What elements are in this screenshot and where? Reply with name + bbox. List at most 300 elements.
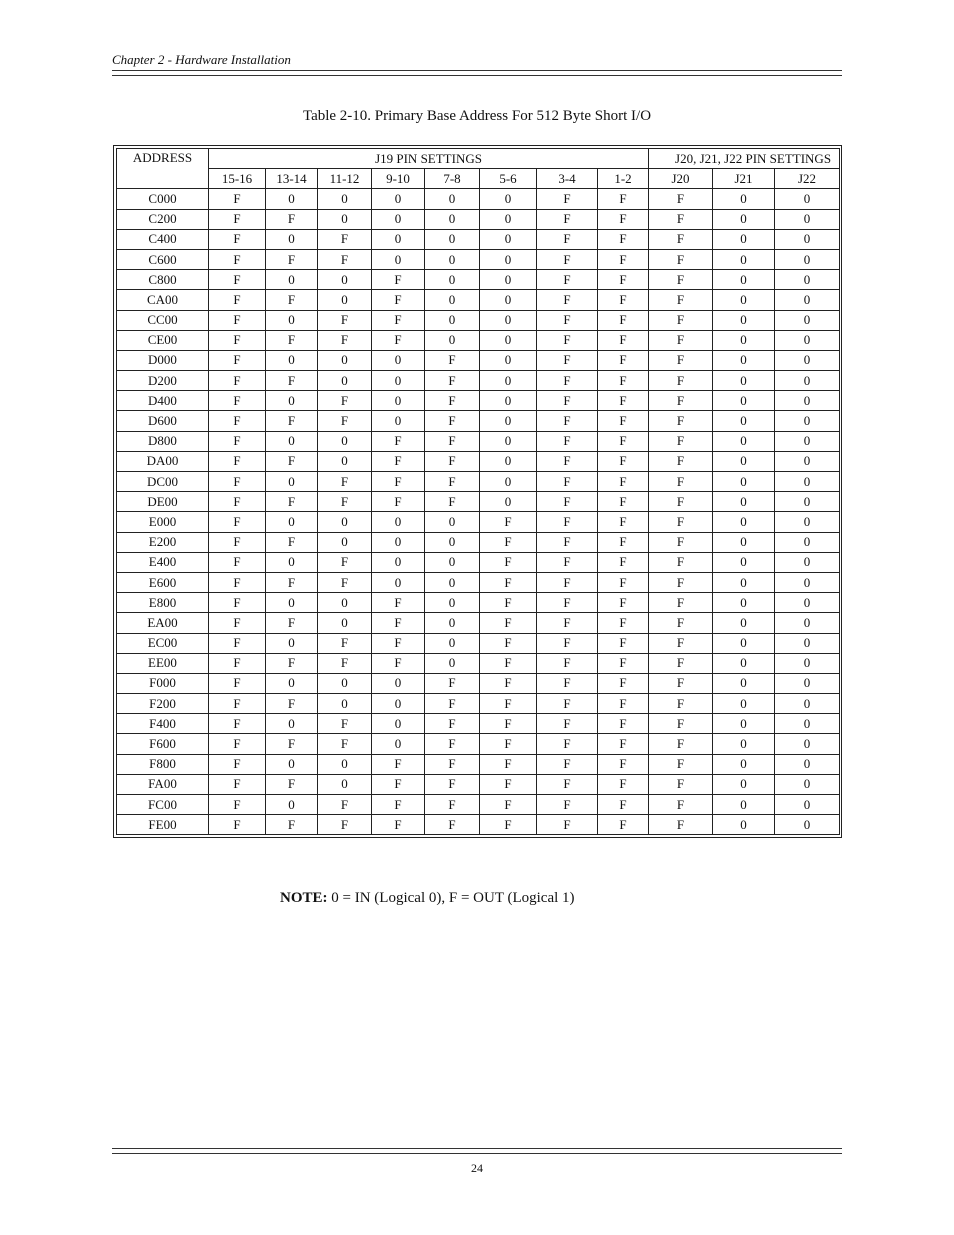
address-cell: EE00 [117, 653, 209, 673]
pin-setting-cell: F [537, 189, 598, 209]
pin-setting-cell: 0 [425, 572, 480, 592]
table-row [117, 512, 840, 532]
pin-setting-cell: 0 [775, 290, 840, 310]
pin-setting-cell: F [480, 714, 537, 734]
pin-setting-cell: F [425, 754, 480, 774]
pin-setting-cell: F [480, 633, 537, 653]
table-row [117, 815, 840, 835]
table-row [117, 714, 840, 734]
pin-setting-cell: F [209, 492, 266, 512]
pin-setting-cell: 0 [775, 431, 840, 451]
pin-setting-cell: F [649, 653, 713, 673]
pin-setting-cell: F [209, 552, 266, 572]
pin-setting-cell: 0 [480, 472, 537, 492]
address-cell: E000 [117, 512, 209, 532]
pin-setting-cell: F [266, 451, 318, 471]
pin-setting-cell: 0 [266, 229, 318, 249]
pin-setting-cell: F [425, 795, 480, 815]
pin-setting-cell: 0 [480, 270, 537, 290]
pin-setting-cell: F [266, 209, 318, 229]
table-row [117, 431, 840, 451]
pin-setting-cell: F [372, 795, 425, 815]
pin-setting-cell: 0 [266, 633, 318, 653]
table-row [117, 613, 840, 633]
pin-setting-cell: 0 [372, 714, 425, 734]
table-row [117, 391, 840, 411]
pin-setting-cell: 0 [318, 774, 372, 794]
pin-setting-cell: F [209, 795, 266, 815]
pin-setting-cell: F [537, 249, 598, 269]
pin-setting-cell: 0 [775, 532, 840, 552]
pin-setting-cell: 0 [318, 532, 372, 552]
pin-setting-cell: F [598, 512, 649, 532]
address-cell: F400 [117, 714, 209, 734]
pin-setting-cell: F [266, 249, 318, 269]
pin-setting-cell: 0 [318, 673, 372, 693]
pin-setting-cell: F [598, 774, 649, 794]
pin-setting-cell: 0 [713, 189, 775, 209]
pin-setting-cell: F [209, 673, 266, 693]
column-header: 15-16 [209, 169, 266, 189]
pin-setting-cell: 0 [775, 552, 840, 572]
pin-setting-cell: 0 [775, 330, 840, 350]
pin-setting-cell: 0 [318, 754, 372, 774]
table-row [117, 350, 840, 370]
pin-setting-cell: F [649, 431, 713, 451]
pin-setting-cell: 0 [372, 249, 425, 269]
address-cell: CC00 [117, 310, 209, 330]
pin-setting-cell: 0 [713, 391, 775, 411]
pin-setting-cell: F [480, 552, 537, 572]
pin-setting-cell: F [480, 512, 537, 532]
pin-setting-cell: F [598, 249, 649, 269]
pin-setting-cell: F [649, 270, 713, 290]
table-row [117, 593, 840, 613]
column-header: 9-10 [372, 169, 425, 189]
pin-setting-cell: F [649, 512, 713, 532]
pin-setting-cell: F [209, 209, 266, 229]
pin-setting-cell: F [209, 189, 266, 209]
pin-setting-cell: F [209, 653, 266, 673]
pin-setting-cell: 0 [775, 694, 840, 714]
pin-setting-cell: F [598, 673, 649, 693]
pin-setting-cell: F [318, 714, 372, 734]
pin-setting-cell: F [598, 270, 649, 290]
pin-setting-cell: F [649, 472, 713, 492]
pin-setting-cell: F [266, 290, 318, 310]
note-label: NOTE: [280, 890, 328, 906]
pin-setting-cell: F [598, 209, 649, 229]
pin-setting-cell: F [209, 411, 266, 431]
pin-setting-cell: F [209, 512, 266, 532]
pin-setting-cell: F [649, 815, 713, 835]
pin-setting-cell: F [649, 310, 713, 330]
pin-setting-cell: 0 [713, 350, 775, 370]
pin-setting-cell: F [266, 330, 318, 350]
pin-setting-cell: 0 [775, 229, 840, 249]
pin-setting-cell: 0 [480, 431, 537, 451]
pin-setting-cell: 0 [372, 532, 425, 552]
pin-setting-cell: F [598, 613, 649, 633]
pin-setting-cell: F [537, 411, 598, 431]
pin-setting-cell: F [372, 754, 425, 774]
pin-setting-cell: F [425, 350, 480, 370]
column-header: 13-14 [266, 169, 318, 189]
pin-setting-cell: F [480, 532, 537, 552]
pin-setting-cell: 0 [775, 512, 840, 532]
pin-setting-cell: 0 [713, 694, 775, 714]
pin-setting-cell: F [598, 350, 649, 370]
running-header: Chapter 2 - Hardware Installation [112, 52, 291, 67]
pin-setting-cell: 0 [775, 310, 840, 330]
pin-setting-cell: 0 [775, 492, 840, 512]
pin-setting-cell: 0 [266, 593, 318, 613]
pin-setting-cell: F [598, 492, 649, 512]
pin-setting-cell: F [318, 633, 372, 653]
address-cell: C200 [117, 209, 209, 229]
pin-setting-cell: F [649, 613, 713, 633]
pin-setting-cell: F [537, 572, 598, 592]
pin-setting-cell: F [537, 492, 598, 512]
pin-setting-cell: 0 [713, 815, 775, 835]
address-cell: C600 [117, 249, 209, 269]
pin-setting-cell: 0 [318, 371, 372, 391]
table-row [117, 270, 840, 290]
pin-setting-cell: F [266, 613, 318, 633]
pin-setting-cell: F [209, 734, 266, 754]
pin-setting-cell: 0 [372, 371, 425, 391]
pin-setting-cell: F [425, 431, 480, 451]
pin-setting-cell: 0 [713, 532, 775, 552]
pin-setting-cell: F [209, 350, 266, 370]
pin-setting-cell: F [480, 815, 537, 835]
pin-setting-cell: F [318, 310, 372, 330]
pin-setting-cell: 0 [266, 189, 318, 209]
pin-setting-cell: 0 [775, 209, 840, 229]
pin-setting-cell: F [425, 451, 480, 471]
pin-setting-cell: 0 [713, 653, 775, 673]
pin-setting-cell: F [598, 229, 649, 249]
table-row [117, 653, 840, 673]
pin-setting-cell: F [209, 815, 266, 835]
pin-setting-cell: F [266, 734, 318, 754]
pin-setting-cell: F [537, 451, 598, 471]
pin-setting-cell: 0 [318, 593, 372, 613]
pin-setting-cell: F [598, 552, 649, 572]
pin-setting-cell: F [372, 492, 425, 512]
pin-setting-cell: 0 [425, 552, 480, 572]
pin-setting-cell: F [598, 371, 649, 391]
pin-setting-cell: 0 [713, 371, 775, 391]
table-frame [113, 145, 842, 838]
pin-setting-cell: 0 [480, 229, 537, 249]
pin-setting-cell: 0 [713, 714, 775, 734]
pin-setting-cell: 0 [775, 714, 840, 734]
pin-setting-cell: F [649, 249, 713, 269]
pin-setting-cell: 0 [480, 371, 537, 391]
pin-setting-cell: F [649, 330, 713, 350]
pin-setting-cell: F [598, 795, 649, 815]
pin-setting-cell: 0 [713, 552, 775, 572]
address-cell: F000 [117, 673, 209, 693]
pin-setting-cell: F [598, 189, 649, 209]
address-cell: E200 [117, 532, 209, 552]
address-cell: E600 [117, 572, 209, 592]
pin-setting-cell: 0 [480, 310, 537, 330]
pin-setting-cell: 0 [372, 229, 425, 249]
table-row [117, 189, 840, 209]
pin-setting-cell: 0 [775, 593, 840, 613]
pin-setting-cell: F [649, 391, 713, 411]
address-cell: DC00 [117, 472, 209, 492]
pin-setting-cell: F [209, 572, 266, 592]
pin-setting-cell: 0 [318, 431, 372, 451]
address-cell: C000 [117, 189, 209, 209]
address-cell: FE00 [117, 815, 209, 835]
pin-setting-cell: 0 [713, 673, 775, 693]
j19-group-header: J19 PIN SETTINGS [209, 149, 649, 169]
pin-setting-cell: 0 [713, 512, 775, 532]
pin-setting-cell: F [209, 774, 266, 794]
pin-setting-cell: F [318, 795, 372, 815]
pin-setting-cell: 0 [713, 593, 775, 613]
pin-setting-cell: F [537, 754, 598, 774]
note [280, 890, 575, 907]
pin-setting-cell: F [649, 371, 713, 391]
pin-setting-cell: F [598, 431, 649, 451]
pin-setting-cell: F [209, 633, 266, 653]
pin-setting-cell: 0 [318, 209, 372, 229]
table-row [117, 310, 840, 330]
pin-setting-cell: 0 [372, 694, 425, 714]
pin-setting-cell: 0 [775, 350, 840, 370]
pin-setting-cell: F [537, 774, 598, 794]
pin-setting-cell: 0 [318, 270, 372, 290]
pin-setting-cell: 0 [480, 350, 537, 370]
column-header: 5-6 [480, 169, 537, 189]
pin-setting-cell: F [266, 653, 318, 673]
pin-setting-cell: 0 [425, 229, 480, 249]
pin-setting-cell: F [598, 734, 649, 754]
pin-setting-cell: 0 [775, 472, 840, 492]
pin-setting-cell: F [266, 774, 318, 794]
pin-setting-cell: F [598, 310, 649, 330]
pin-setting-cell: 0 [480, 411, 537, 431]
pin-setting-cell: F [372, 431, 425, 451]
table-row [117, 774, 840, 794]
pin-setting-cell: F [372, 310, 425, 330]
pin-setting-cell: 0 [266, 673, 318, 693]
pin-setting-cell: F [598, 815, 649, 835]
table-row [117, 572, 840, 592]
pin-setting-cell: 0 [425, 330, 480, 350]
pin-setting-cell: F [425, 673, 480, 693]
footer-rule-bottom [112, 1153, 842, 1154]
pin-setting-cell: 0 [318, 350, 372, 370]
pin-setting-cell: F [537, 714, 598, 734]
pin-setting-cell: F [372, 270, 425, 290]
pin-setting-cell: 0 [713, 270, 775, 290]
pin-setting-cell: 0 [480, 249, 537, 269]
pin-setting-cell: 0 [713, 310, 775, 330]
pin-setting-cell: F [537, 734, 598, 754]
pin-setting-cell: F [425, 694, 480, 714]
pin-setting-cell: F [649, 633, 713, 653]
pin-setting-cell: F [598, 330, 649, 350]
column-header: J21 [713, 169, 775, 189]
pin-setting-cell: F [425, 472, 480, 492]
pin-setting-cell: F [425, 734, 480, 754]
table-body [117, 189, 840, 835]
pin-setting-cell: F [209, 613, 266, 633]
table-row [117, 754, 840, 774]
pin-setting-cell: F [537, 310, 598, 330]
pin-setting-cell: 0 [480, 492, 537, 512]
pin-setting-cell: F [425, 371, 480, 391]
pin-setting-cell: 0 [775, 633, 840, 653]
header-rule-bottom [112, 75, 842, 76]
pin-setting-cell: 0 [713, 451, 775, 471]
pin-setting-cell: F [318, 815, 372, 835]
pin-setting-cell: F [598, 714, 649, 734]
pin-setting-cell: F [209, 472, 266, 492]
pin-setting-cell: 0 [425, 290, 480, 310]
pin-setting-cell: 0 [775, 371, 840, 391]
j20-j22-group-header: J20, J21, J22 PIN SETTINGS [649, 149, 840, 169]
pin-setting-cell: F [537, 350, 598, 370]
pin-setting-cell: 0 [318, 451, 372, 471]
pin-setting-cell: F [598, 572, 649, 592]
table-caption: Table 2-10. Primary Base Address For 512 Byte Short I/O [302, 108, 652, 124]
pin-setting-cell: 0 [266, 431, 318, 451]
pin-setting-cell: F [425, 391, 480, 411]
column-header: 3-4 [537, 169, 598, 189]
pin-setting-cell: F [372, 593, 425, 613]
pin-setting-cell: F [598, 391, 649, 411]
pin-setting-cell: F [480, 593, 537, 613]
pin-setting-cell: F [209, 754, 266, 774]
note-text: 0 = IN (Logical 0), F = OUT (Logical 1) [327, 890, 575, 906]
pin-setting-cell: 0 [480, 391, 537, 411]
pin-setting-cell: F [537, 694, 598, 714]
address-cell: FA00 [117, 774, 209, 794]
pin-setting-cell: 0 [425, 512, 480, 532]
pin-setting-cell: F [649, 532, 713, 552]
table-column-header-row [117, 169, 840, 189]
pin-setting-cell: F [649, 754, 713, 774]
pin-setting-cell: 0 [425, 593, 480, 613]
pin-setting-cell: F [649, 229, 713, 249]
column-header: 1-2 [598, 169, 649, 189]
column-header: 11-12 [318, 169, 372, 189]
pin-setting-cell: 0 [372, 189, 425, 209]
pin-setting-cell: F [649, 734, 713, 754]
address-cell: D200 [117, 371, 209, 391]
address-cell: EA00 [117, 613, 209, 633]
table-row [117, 451, 840, 471]
pin-setting-cell: 0 [775, 451, 840, 471]
pin-setting-cell: 0 [713, 209, 775, 229]
pin-setting-cell: F [537, 552, 598, 572]
address-cell: E400 [117, 552, 209, 572]
pin-setting-cell: 0 [713, 431, 775, 451]
table-row [117, 734, 840, 754]
pin-setting-cell: 0 [775, 754, 840, 774]
pin-setting-cell: F [537, 653, 598, 673]
pin-setting-cell: F [649, 593, 713, 613]
pin-setting-cell: 0 [266, 310, 318, 330]
page-number: 24 [471, 1161, 483, 1175]
pin-setting-cell: F [209, 371, 266, 391]
pin-setting-cell: F [266, 815, 318, 835]
pin-setting-cell: F [598, 451, 649, 471]
pin-setting-cell: 0 [713, 754, 775, 774]
pin-setting-cell: F [480, 673, 537, 693]
pin-setting-cell: 0 [425, 249, 480, 269]
pin-setting-cell: 0 [318, 694, 372, 714]
pin-setting-cell: F [266, 411, 318, 431]
pin-setting-cell: 0 [266, 472, 318, 492]
pin-setting-cell: F [480, 694, 537, 714]
pin-setting-cell: F [318, 229, 372, 249]
pin-setting-cell: F [649, 774, 713, 794]
pin-setting-cell: F [372, 633, 425, 653]
pin-setting-cell: F [209, 532, 266, 552]
pin-setting-cell: 0 [713, 613, 775, 633]
address-cell: CE00 [117, 330, 209, 350]
pin-setting-cell: F [649, 411, 713, 431]
pin-setting-cell: 0 [425, 310, 480, 330]
pin-setting-cell: F [209, 270, 266, 290]
pin-setting-cell: F [266, 371, 318, 391]
pin-setting-cell: 0 [713, 290, 775, 310]
pin-setting-cell: F [598, 472, 649, 492]
pin-setting-cell: F [318, 734, 372, 754]
address-cell: DE00 [117, 492, 209, 512]
pin-setting-cell: 0 [775, 795, 840, 815]
table-row [117, 673, 840, 693]
pin-setting-cell: F [537, 593, 598, 613]
pin-setting-cell: F [372, 815, 425, 835]
pin-setting-cell: 0 [425, 209, 480, 229]
pin-setting-cell: 0 [775, 653, 840, 673]
pin-setting-cell: F [649, 673, 713, 693]
table-row [117, 229, 840, 249]
pin-setting-cell: 0 [425, 189, 480, 209]
address-cell: D600 [117, 411, 209, 431]
table-row [117, 371, 840, 391]
pin-setting-cell: F [649, 795, 713, 815]
pin-setting-cell: F [425, 411, 480, 431]
pin-setting-cell: 0 [713, 734, 775, 754]
pin-setting-cell: F [537, 371, 598, 391]
table-row [117, 249, 840, 269]
pin-setting-cell: F [266, 492, 318, 512]
pin-setting-cell: 0 [713, 411, 775, 431]
pin-setting-cell: F [209, 714, 266, 734]
table-row [117, 290, 840, 310]
pin-setting-cell: 0 [480, 189, 537, 209]
table-row [117, 330, 840, 350]
pin-setting-cell: 0 [318, 189, 372, 209]
column-header: J20 [649, 169, 713, 189]
pin-setting-cell: F [537, 391, 598, 411]
pin-setting-cell: 0 [775, 411, 840, 431]
pin-setting-cell: F [649, 714, 713, 734]
pin-setting-cell: F [318, 411, 372, 431]
column-header: J22 [775, 169, 840, 189]
pin-setting-cell: F [480, 795, 537, 815]
